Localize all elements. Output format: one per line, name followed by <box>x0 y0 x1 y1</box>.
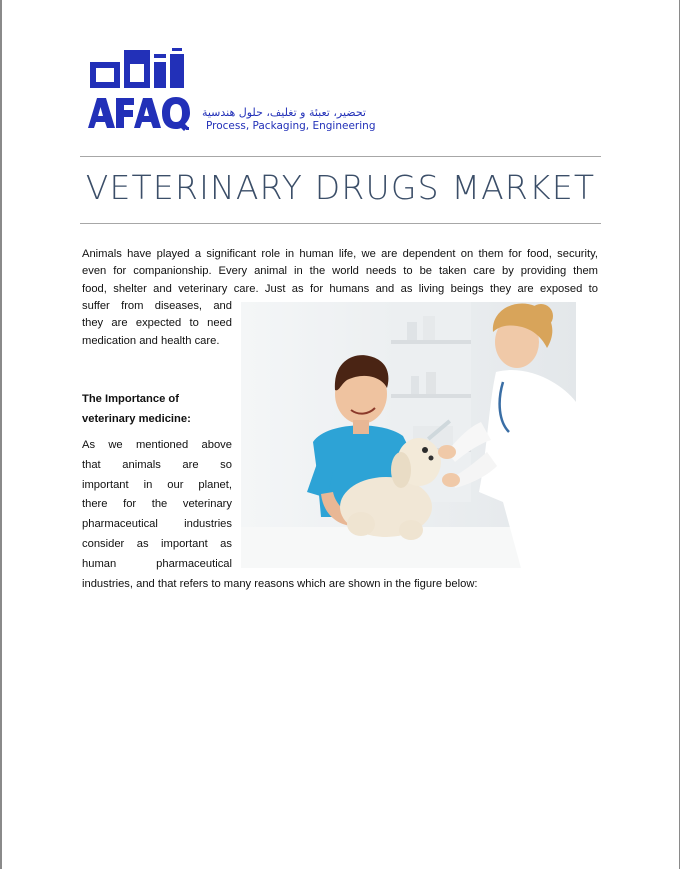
section-line: As we mentioned above <box>82 439 232 451</box>
section-heading-line: The Importance of <box>82 393 179 405</box>
intro-line: suffer from diseases, and <box>82 300 232 312</box>
page-title: VETERINARY DRUGS MARKET <box>85 168 596 207</box>
vet-with-boy-and-puppy-photo <box>241 302 576 568</box>
section-line: pharmaceutical industries <box>82 518 232 531</box>
title-rule-top <box>80 156 601 157</box>
afaq-logo-mark <box>88 44 190 132</box>
intro-line: they are expected to need <box>82 317 232 330</box>
intro-continuation <box>82 298 232 350</box>
logo-tagline-arabic: تحضير، تعبئة و تغليف، حلول هندسية <box>201 106 366 119</box>
section-heading-line: veterinary medicine: <box>82 413 191 425</box>
afaq-logo <box>88 44 388 134</box>
section-line: human pharmaceutical <box>82 557 232 570</box>
section-line: important in our planet, <box>82 478 232 491</box>
section-line: consider as important as <box>82 537 232 550</box>
intro-line: even for companionship. Every animal in the world needs to be taken care by providing them <box>82 265 598 278</box>
title-rule-bottom <box>80 223 601 224</box>
afaq-wordmark <box>88 97 190 131</box>
intro-line: medication and health care. <box>82 334 220 347</box>
section-line: that animals are so <box>82 458 232 471</box>
section-paragraph <box>82 436 232 575</box>
section-line: there for the veterinary <box>82 498 232 511</box>
logo-tagline-english: Process, Packaging, Engineering <box>206 120 376 132</box>
section-final-line: industries, and that refers to many reasons which are shown in the figure below: <box>82 578 478 590</box>
intro-line: Animals have played a significant role in human life, we are dependent on them for food, security, <box>82 248 598 260</box>
intro-paragraph <box>82 246 598 298</box>
intro-line: food, shelter and veterinary care. Just as for humans and as living beings they are exposed to <box>82 282 598 295</box>
section-heading <box>82 389 232 429</box>
page-edge-left <box>0 0 2 869</box>
